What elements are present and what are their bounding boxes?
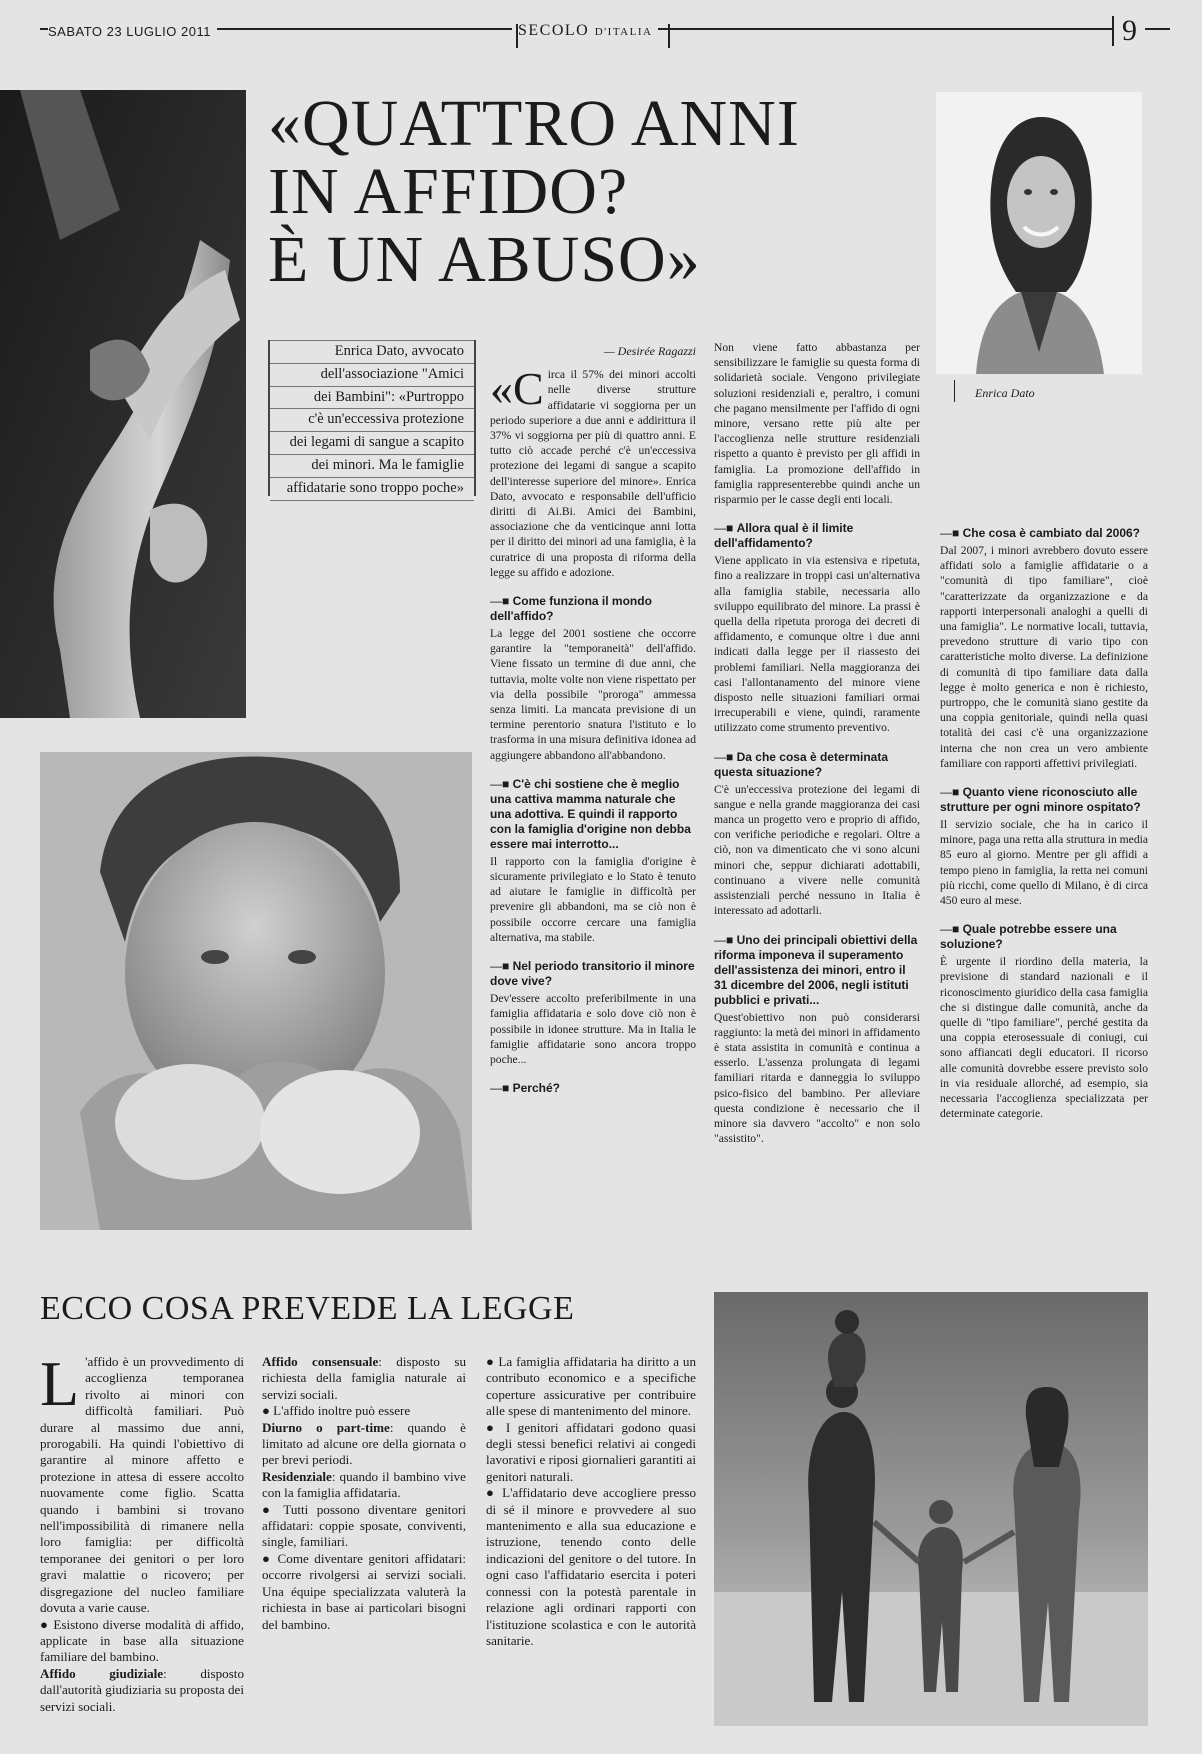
box-paragraph: L 'affido è un provvedimento di accoglienza temporanea rivolto ai minori con difficoltà familiari. Può durare al massimo due anni, prorogabili. Ha quindi l'obiettivo di garantire al minore affetto e protezione in attesa di essere accolto nuovamente come figlio. Scatta quando i bambini si trovano nell'impossibilità di rimanere nella loro famiglia: per difficoltà temporanee dei genitori o per loro gravi malattie o ricovero; per disgregazione del nucleo familiare dovuta a varie cause. [40, 1348, 244, 1616]
deck-line: dell'associazione "Amici [270, 363, 474, 386]
question-text: C'è chi sostiene che è meglio una cattiva mamma naturale che una adottiva. E quindi il rapporto con la famiglia d'origine non debba essere mai interrotto... [490, 776, 691, 851]
deck-line: dei Bambini": «Purtroppo [270, 386, 474, 409]
headline-line-2: IN AFFIDO? [268, 154, 629, 228]
question: —■ Quale potrebbe essere una soluzione? [940, 922, 1117, 952]
box-paragraph: Residenziale: quando il bambino vive con la famiglia affidataria. [262, 1468, 466, 1501]
box-column-3 [486, 1354, 696, 1649]
intro-paragraph [490, 363, 696, 580]
article-headline [268, 87, 908, 296]
header-date: SABATO 23 LUGLIO 2011 [48, 24, 217, 39]
question: —■ C'è chi sostiene che è meglio una cattiva mamma naturale che una adottiva. E quindi il rapporto con la famiglia d'origine non debba essere mai interrotto... [490, 776, 691, 851]
box-paragraph: Affido consensuale: disposto su richiesta della famiglia naturale ai servizi sociali. [262, 1354, 467, 1402]
question: —■ Come funziona il mondo dell'affido? [490, 594, 652, 624]
box-title: ECCO COSA PREVEDE LA LEGGE [40, 1290, 575, 1327]
question: —■ Quanto viene riconosciuto alle strutture per ogni minore ospitato? [940, 785, 1141, 815]
headline-line-3: È UN ABUSO» [268, 222, 701, 296]
question-text: Quanto viene riconosciuto alle strutture per ogni minore ospitato? [940, 785, 1141, 815]
answer: La legge del 2001 sostiene che occorre garantire la "temporaneità" dell'affido. Viene fissato un termine di due anni, che tuttavia, molte volte non viene rispettato per via della possibile "proroga" ammessa senza limiti. La mancata previsione di un termine perentorio snatura l'istituto e lo trasforma in una misura definitiva idonea ad aggiungere abbandono all'abbandono. [490, 627, 696, 762]
deck-line: Enrica Dato, avvocato [270, 340, 474, 363]
answer: Dal 2007, i minori avrebbero dovuto essere affidati solo a famiglie affidatarie o a "comunità di tipo familiare", cioè "caratterizzate da organizzazione e da rapporti interpersonali analoghi a quelli di una famiglia". Le normative locali, tuttavia, prevedono strutture di vario tipo con caratteristiche molto diverse. La definizione di comunità di tipo familiare data dalla legge è molto generica e non è richiesto, purtroppo, che le comunità siano gestite da una coppia genitoriale, quindi nella quasi totalità dei casi c'è una organizzazione interna che non crea un vero ambiente familiare con rapporti affettivi privilegiati. [940, 544, 1148, 770]
caption-rule [954, 380, 955, 402]
box-paragraph: ● L'affido inoltre può essere [262, 1403, 411, 1419]
box-paragraph: ● La famiglia affidataria ha diritto a un contributo economico e a specifiche coperture assicurative per contribuire alle spese di mantenimento del minore. [486, 1354, 696, 1419]
box-paragraph: ● Esistono diverse modalità di affido, applicate in base alla situazione familiare del bambino. [40, 1616, 244, 1665]
paper-title: SECOLO [518, 22, 590, 39]
photo-caption: Enrica Dato [975, 386, 1035, 400]
intro-text: irca il 57% dei minori accolti nelle diverse strutture affidatarie vi soggiorna per un periodo superiore a due anni e addirittura il 37% vi soggiorna per più di quattro anni. E tutto ciò accade perché c'è un'eccessiva protezione dei legami di sangue a scapito dell'interesse superiore del minore». Enrica Dato, avvocato e responsabile dell'ufficio diritti di Ai.Bi. Amici dei Bambini, associazione che da venticinque anni lotta per il diritto dei minori ad una famiglia, è la curatrice di una proposta di riforma della legge su affido e adozione. [490, 368, 696, 579]
question: —■ Uno dei principali obiettivi della riforma imponeva il superamento dell'assistenza dei minori, entro il 31 dicembre del 2006, negli istituti pubblici e privati... [714, 932, 918, 1007]
article-column-2 [714, 340, 920, 1146]
box-drop-cap: L [40, 1348, 80, 1419]
intro-drop-cap: «C [490, 363, 544, 415]
question-text: Nel periodo transitorio il minore dove vive? [490, 959, 695, 989]
box-column-1 [40, 1348, 244, 1715]
photo-portrait [936, 92, 1142, 374]
question-text: Da che cosa è determinata questa situazione? [714, 749, 888, 779]
article-byline: — Desirée Ragazzi [604, 344, 696, 358]
question: —■ Allora qual è il limite dell'affidamento? [714, 521, 854, 551]
article-column-1 [490, 344, 696, 1098]
answer: Non viene fatto abbastanza per sensibilizzare le famiglie su questa forma di solidarietà sociale. Vengono privilegiate soluzioni residenziali e, peraltro, i comuni che pagano mensilmente per l'affido di ogni minore, versano rette più alte per l'accoglienza nelle strutture residenziali rispetto a quanto è previsto per gli affidi in famiglia. La promozione dell'affido in famiglia rappresenterebbe quindi anche un risparmio per le casse degli enti locali. [714, 341, 920, 507]
child-image [40, 752, 472, 1230]
box-paragraph: Affido giudiziale: disposto dall'autorità giudiziaria su proposta dei servizi sociali. [40, 1665, 244, 1714]
paper-suffix: D'ITALIA [594, 26, 653, 38]
header-tick-left [516, 24, 518, 48]
article-column-3 [940, 526, 1148, 1122]
box-paragraph: ● Come diventare genitori affidatari: occorre rivolgersi ai servizi sociali. Una équipe specializzata valuterà la richiesta in base ai particolari bisogni del bambino. [262, 1550, 466, 1632]
photo-hands [0, 90, 246, 718]
byline-name: Desirée Ragazzi [617, 344, 696, 358]
question-text: Perché? [512, 1081, 560, 1096]
deck-line: dei legami di sangue a scapito [270, 431, 474, 454]
question-text: Quale potrebbe essere una soluzione? [940, 922, 1117, 952]
answer: Il servizio sociale, che ha in carico il minore, paga una retta alla struttura in media 85 euro al giorno. Mentre per gli affidi a tempo pieno in famiglia, la retta nei comuni più ricchi, come quello di Milano, è di circa 450 euro al mese. [940, 818, 1148, 908]
question-text: Che cosa è cambiato dal 2006? [962, 526, 1141, 540]
box-column-2 [262, 1354, 466, 1633]
question-text: Allora qual è il limite dell'affidamento? [714, 521, 854, 551]
deck-line: affidatarie sono troppo poche» [270, 477, 474, 501]
header-tick-right [668, 24, 670, 48]
answer: Viene applicato in via estensiva e ripetuta, fino a realizzare in troppi casi un'alternativa alla famiglia stabile, necessaria allo sviluppo equilibrato del minore. La prassi è quella della ripetuta proroga dei decreti di affidamento, e comunque oltre i due anni indicati dalla legge per il riassesto dei problemi familiari. Nella maggioranza dei casi l'allontanamento del minore viene disposto nelle situazioni familiari ormai irrecuperabili e viene, quindi, raramente utilizzato come strumento preventivo. [714, 554, 920, 735]
question: —■ Nel periodo transitorio il minore dove vive? [490, 959, 695, 989]
hands-image [0, 90, 246, 718]
portrait-image [936, 92, 1142, 374]
answer: Dev'essere accolto preferibilmente in una famiglia affidataria e solo dove ciò non è possibile in idonee strutture. Ma in Italia le famiglie affidatarie sono ancora troppo poche... [490, 992, 696, 1066]
box-paragraph: ● L'affidatario deve accogliere presso di sé il minore e provvedere al suo mantenimento e alla sua educazione e istruzione, tenendo conto delle indicazioni del genitore o del tutore. In ogni caso l'affidatario esercita i poteri connessi con la potestà parentale in relazione agli ordinari rapporti con l'istituzione scolastica e con le autorità sanitarie. [486, 1485, 696, 1648]
question: —■ Che cosa è cambiato dal 2006? [940, 526, 1141, 540]
headline-line-1: «QUATTRO ANNI [268, 87, 800, 160]
question: —■ Da che cosa è determinata questa situazione? [714, 749, 888, 779]
question-text: Uno dei principali obiettivi della riforma imponeva il superamento dell'assistenza dei minori, entro il 31 dicembre del 2006, negli istituti pubblici e privati... [714, 932, 918, 1007]
answer: È urgente il riordino della materia, la previsione di standard nazionali e il riconoscimento giuridico della casa famiglia che si distingue dalle comunità, anche da quelle di "tipo familiare", perché gestita da una coppia eterosessuale di coniugi, cui sono affiancati degli educatori. Il ricorso alle comunità dovrebbe essere previsto solo in via residuale allorché, ad esempio, sia necessaria l'accoglienza specializzata per determinate categorie. [940, 955, 1148, 1121]
header-paper-name [512, 22, 658, 40]
photo-family [714, 1292, 1148, 1726]
question-text: Come funziona il mondo dell'affido? [490, 594, 652, 624]
box-paragraph: ● I genitori affidatari godono quasi degli stessi benefici relativi ai congedi lavorativi e riposi giornalieri garantiti ai genitori naturali. [486, 1419, 696, 1484]
deck-line: dei minori. Ma le famiglie [270, 454, 474, 477]
box-paragraph: Diurno o part-time: quando è limitato ad alcune ore della giornata o per brevi periodi. [262, 1419, 466, 1468]
answer: Quest'obiettivo non può considerarsi raggiunto: la metà dei minori in affidamento è stata assistita in comunità e continua a esserlo. L'assenza prolungata di legami familiari ritarda e danneggia lo sviluppo psico-fisico del bambino. Per alleviare questa condizione è necessario che il minore sia davvero "accolto" e non solo "assistito". [714, 1010, 920, 1146]
page-number: 9 [1112, 16, 1145, 46]
answer: Il rapporto con la famiglia d'origine è sicuramente privilegiato e lo Stato è tenuto ad aiutare le famiglie in difficoltà per prevenire gli abbandoni, ma se ciò non è possibile occorre cercare una famiglia alternativa, ma stabile. [490, 854, 696, 944]
photo-child [40, 752, 472, 1230]
article-deck [268, 340, 476, 496]
question: —■ Perché? [490, 1081, 560, 1096]
answer: C'è un'eccessiva protezione dei legami di sangue e nella grande maggioranza dei casi manca un progetto vero e proprio di affido, con verifiche periodiche e regolari. Oltre a ciò, non va dimenticato che vi sono alcuni minori che, seppur dichiarati adottabili, continuano a vivere nelle comunità assistenziali perché nessuno in Italia è interessato ad adottarli. [714, 782, 920, 918]
deck-line: c'è un'eccessiva protezione [270, 408, 474, 431]
family-image [714, 1292, 1148, 1726]
box-paragraph: ● Tutti possono diventare genitori affidatari: coppie sposate, conviventi, single, familiari. [262, 1501, 466, 1550]
